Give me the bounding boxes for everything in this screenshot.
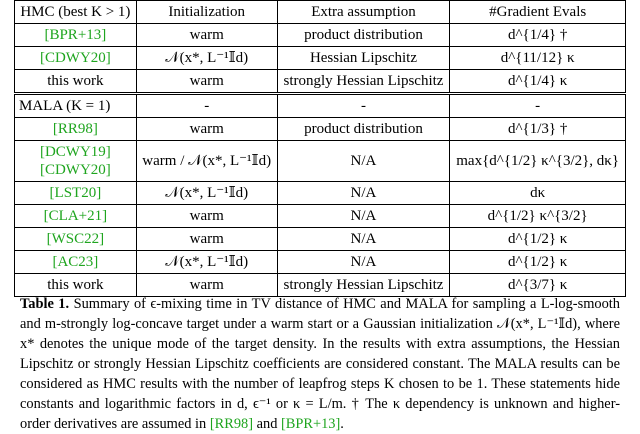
citation-link[interactable]: [CLA+21] <box>15 205 137 228</box>
citation-link[interactable]: [LST20] <box>15 182 137 205</box>
table-row <box>15 205 626 228</box>
init-cell: warm <box>136 205 277 228</box>
header-method: HMC (best K > 1) <box>15 1 137 24</box>
assumption-cell: N/A <box>277 182 450 205</box>
mala-header-assumption: - <box>277 94 450 118</box>
init-cell: warm / 𝒩(x*, L⁻¹𝕀d) <box>136 141 277 182</box>
table-row <box>15 24 626 47</box>
evals-cell: d^{11/12} κ <box>450 47 626 70</box>
init-cell: 𝒩(x*, L⁻¹𝕀d) <box>136 47 277 70</box>
evals-cell: d^{1/3} † <box>450 118 626 141</box>
table-header-row <box>15 1 626 24</box>
citation-link[interactable]: [WSC22] <box>15 228 137 251</box>
citation-link[interactable]: [RR98] <box>15 118 137 141</box>
method-cell: this work <box>15 274 137 297</box>
mala-header-method: MALA (K = 1) <box>15 94 137 118</box>
table-row <box>15 182 626 205</box>
evals-cell: d^{1/4} κ <box>450 70 626 94</box>
caption-citation-link[interactable]: [RR98] <box>209 416 253 432</box>
evals-cell: d^{1/2} κ^{3/2} <box>450 205 626 228</box>
init-cell: warm <box>136 24 277 47</box>
table-row <box>15 47 626 70</box>
init-cell: 𝒩(x*, L⁻¹𝕀d) <box>136 182 277 205</box>
assumption-cell: product distribution <box>277 24 450 47</box>
evals-cell: d^{1/4} † <box>450 24 626 47</box>
caption-text: Summary of ϵ-mixing time in TV distance of HMC and MALA for sampling a L-log-smooth and m-strongly log-concave target under a warm start or a Gaussian initialization 𝒩(x*, L⁻¹𝕀d), where x* denotes the unique mode of the target density. In the results with extra assumptions, the Hessian Lipschitz or strongly Hessian Lipschitz coefficients are considered constant. The MALA results can be considered as HMC results with the number of leapfrog steps K chosen to be 1. These statements hide constants and logarithmic factors in d, ϵ⁻¹ or κ = L/m. † The κ dependency is unknown and higher-order derivatives are assumed in <box>20 296 620 432</box>
assumption-cell: N/A <box>277 251 450 274</box>
table-row <box>15 251 626 274</box>
header-gradient-evals: #Gradient Evals <box>450 1 626 24</box>
assumption-cell: N/A <box>277 205 450 228</box>
table-row <box>15 70 626 94</box>
evals-cell: d^{1/2} κ <box>450 251 626 274</box>
evals-cell: d^{1/2} κ <box>450 228 626 251</box>
init-cell: warm <box>136 274 277 297</box>
init-cell: warm <box>136 228 277 251</box>
mala-header-row <box>15 94 626 118</box>
header-extra-assumption: Extra assumption <box>277 1 450 24</box>
citation-link[interactable]: [BPR+13] <box>15 24 137 47</box>
method-cell: this work <box>15 70 137 94</box>
evals-cell: d^{3/7} κ <box>450 274 626 297</box>
assumption-cell: product distribution <box>277 118 450 141</box>
assumption-cell: Hessian Lipschitz <box>277 47 450 70</box>
init-cell: 𝒩(x*, L⁻¹𝕀d) <box>136 251 277 274</box>
assumption-cell: N/A <box>277 141 450 182</box>
citation-link[interactable]: [AC23] <box>15 251 137 274</box>
table-row <box>15 228 626 251</box>
caption-end: . <box>340 416 344 432</box>
citation-pair <box>15 141 137 182</box>
citation-link[interactable]: [CDWY20] <box>39 162 111 178</box>
assumption-cell: strongly Hessian Lipschitz <box>277 274 450 297</box>
table-caption <box>20 294 620 434</box>
header-initialization: Initialization <box>136 1 277 24</box>
table-row <box>15 141 626 182</box>
assumption-cell: N/A <box>277 228 450 251</box>
citation-link[interactable]: [DCWY19] <box>39 144 111 160</box>
mala-header-init: - <box>136 94 277 118</box>
init-cell: warm <box>136 70 277 94</box>
mala-header-evals: - <box>450 94 626 118</box>
caption-citation-link[interactable]: [BPR+13] <box>281 416 341 432</box>
evals-cell: max{d^{1/2} κ^{3/2}, dκ} <box>450 141 626 182</box>
table-row <box>15 118 626 141</box>
init-cell: warm <box>136 118 277 141</box>
evals-cell: dκ <box>450 182 626 205</box>
caption-and: and <box>256 416 278 432</box>
assumption-cell: strongly Hessian Lipschitz <box>277 70 450 94</box>
citation-link[interactable]: [CDWY20] <box>15 47 137 70</box>
results-table <box>14 0 626 297</box>
caption-label: Table 1. <box>20 296 70 312</box>
